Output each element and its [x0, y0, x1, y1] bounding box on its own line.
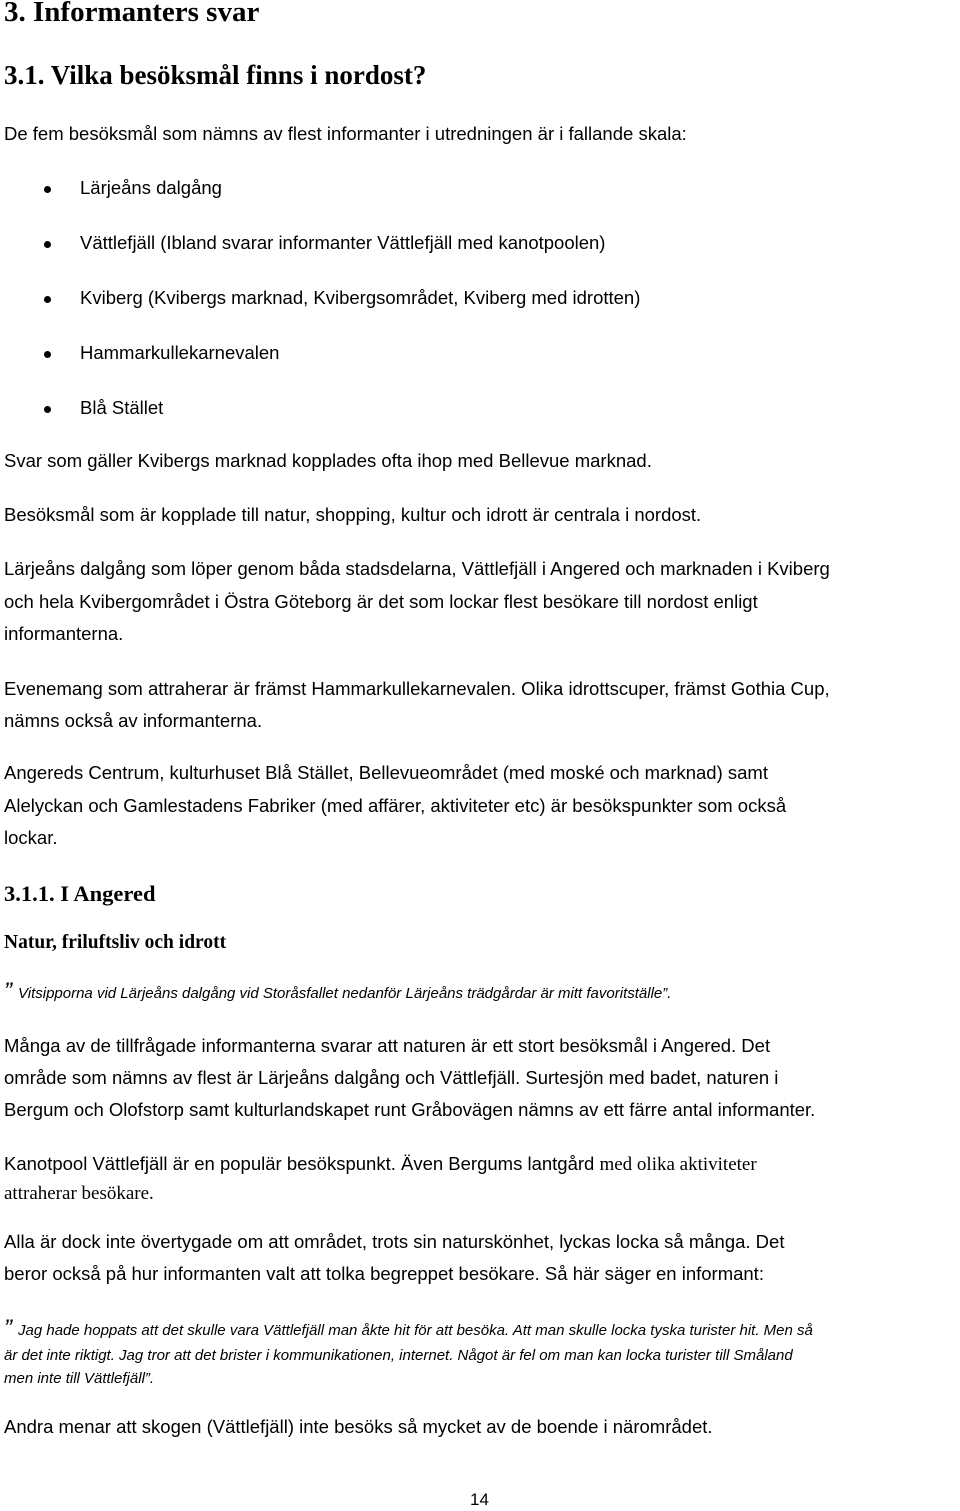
quote-line: är det inte riktigt. Jag tror att det brister i kommunikationen, internet. Något är fel om man kan locka turister till Småland	[4, 1347, 793, 1364]
quote-line: men inte till Vättlefjäll”.	[4, 1370, 155, 1387]
paragraph-line: Alelyckan och Gamlestadens Fabriker (med affärer, aktiviteter etc) är besökspunkter som också	[4, 795, 787, 816]
paragraph: Svar som gäller Kvibergs marknad kopplades ofta ihop med Bellevue marknad.	[4, 450, 652, 471]
quote-line: Jag hade hoppats att det skulle vara Vättlefjäll man åkte hit för att besöka. Att man skulle locka tyska turister hit. Men så	[18, 1322, 813, 1339]
paragraph-line: lockar.	[4, 827, 58, 848]
paragraph-line: Bergum och Olofstorp samt kulturlandskapet runt Gråbovägen nämns av ett färre antal informanter.	[4, 1099, 816, 1120]
paragraph-line: Lärjeåns dalgång som löper genom båda stadsdelarna, Vättlefjäll i Angered och marknaden i Kviberg	[4, 558, 830, 579]
paragraph-text: med olika aktiviteter	[599, 1154, 757, 1175]
list-item-label: Hammarkullekarnevalen	[80, 342, 280, 363]
paragraph: Besöksmål som är kopplade till natur, shopping, kultur och idrott är centrala i nordost.	[4, 504, 702, 525]
paragraph: Andra menar att skogen (Vättlefjäll) inte besöks så mycket av de boende i närområdet.	[4, 1416, 713, 1437]
bullet-icon	[44, 296, 51, 303]
paragraph-line: nämns också av informanterna.	[4, 710, 263, 731]
quote-mark: ”	[4, 978, 12, 1005]
page-number: 14	[470, 1490, 489, 1509]
list-item-label: Blå Stället	[80, 397, 164, 418]
paragraph-line: Angereds Centrum, kulturhuset Blå Stället, Bellevueområdet (med moské och marknad) samt	[4, 762, 768, 783]
paragraph-line: attraherar besökare.	[4, 1183, 154, 1204]
paragraph-line: Många av de tillfrågade informanterna svarar att naturen är ett stort besöksmål i Angered. Det	[4, 1035, 771, 1056]
paragraph-line: område som nämns av flest är Lärjeåns dalgång och Vättlefjäll. Surtesjön med badet, naturen i	[4, 1067, 779, 1088]
list-item-label: Lärjeåns dalgång	[80, 177, 222, 198]
section-heading: 3.1. Vilka besöksmål finns i nordost?	[4, 60, 427, 90]
paragraph-line: och hela Kvibergområdet i Östra Göteborg är det som lockar flest besökare till nordost enligt	[4, 591, 758, 612]
list-item-label: Kviberg (Kvibergs marknad, Kvibergsområdet, Kviberg med idrotten)	[80, 287, 641, 308]
paragraph-line: informanterna.	[4, 623, 124, 644]
bullet-icon	[44, 186, 51, 193]
topic-heading: Natur, friluftsliv och idrott	[4, 932, 227, 953]
bullet-icon	[44, 241, 51, 248]
subsection-heading: 3.1.1. I Angered	[4, 881, 156, 906]
list-item-label: Vättlefjäll (Ibland svarar informanter Vättlefjäll med kanotpoolen)	[80, 232, 606, 253]
quote-text: Vitsipporna vid Lärjeåns dalgång vid Storåsfallet nedanför Lärjeåns trädgårdar är mitt favoritställe”.	[18, 985, 672, 1002]
quote-mark: ”	[4, 1315, 12, 1342]
page-heading: 3. Informanters svar	[4, 0, 260, 28]
paragraph-text: Kanotpool Vättlefjäll är en populär besökspunkt. Även Bergums lantgård	[4, 1153, 600, 1174]
paragraph-line: Alla är dock inte övertygade om att området, trots sin naturskönhet, lyckas locka så många. Det	[4, 1231, 785, 1252]
paragraph-line: beror också på hur informanten valt att tolka begreppet besökare. Så här säger en informant:	[4, 1263, 764, 1284]
intro-text: De fem besöksmål som nämns av flest informanter i utredningen är i fallande skala:	[4, 123, 687, 144]
bullet-icon	[44, 406, 51, 413]
paragraph-line: Evenemang som attraherar är främst Hammarkullekarnevalen. Olika idrottscuper, främst Gothia Cup,	[4, 678, 830, 699]
paragraph-line	[4, 1148, 757, 1182]
bullet-icon	[44, 351, 51, 358]
